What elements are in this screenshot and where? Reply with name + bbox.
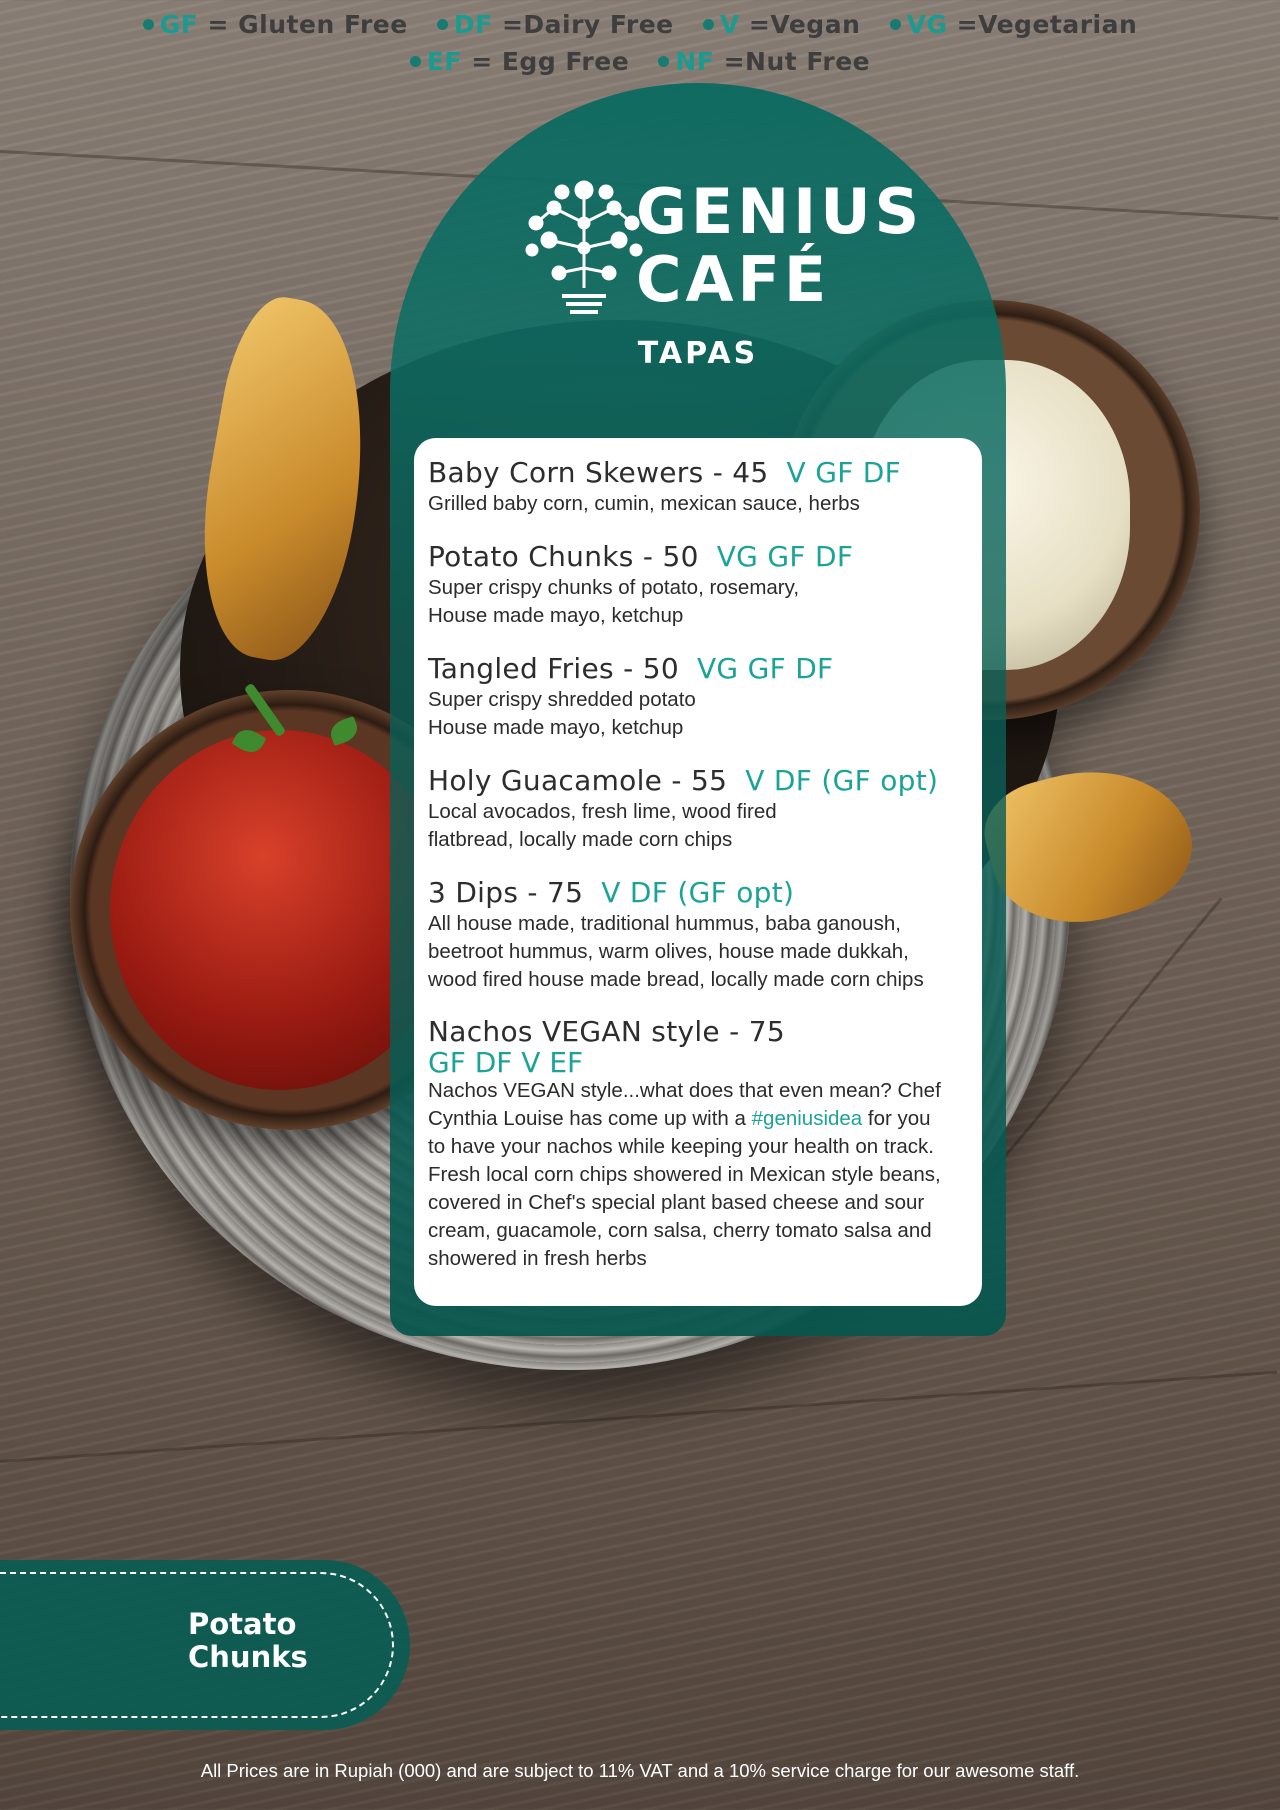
legend-item: EF = Egg Free [410, 47, 629, 76]
item-description: Cynthia Louise has come up with a #geniusidea for you [428, 1107, 931, 1130]
item-description: covered in Chef's special plant based cheese and sour [428, 1191, 925, 1214]
item-name: Potato Chunks - 50 [428, 540, 699, 573]
menu-item [428, 652, 978, 742]
menu-item [428, 876, 978, 994]
bullet-dot-icon [410, 56, 421, 67]
bullet-dot-icon [658, 56, 669, 67]
item-description: Super crispy shredded potato [428, 688, 696, 711]
menu-item [428, 456, 978, 518]
bullet-dot-icon [703, 19, 714, 30]
item-description: flatbread, locally made corn chips [428, 828, 733, 851]
item-tags: GF DF V EF [428, 1046, 584, 1079]
item-tags: V DF (GF opt) [601, 876, 795, 909]
item-description: Fresh local corn chips showered in Mexican style beans, [428, 1163, 941, 1186]
item-description: Grilled baby corn, cumin, mexican sauce, herbs [428, 492, 860, 515]
item-description: beetroot hummus, warm olives, house made dukkah, [428, 940, 909, 963]
price-note: All Prices are in Rupiah (000) and are subject to 11% VAT and a 10% service charge for our awesome staff. [200, 1760, 1080, 1781]
item-name: Tangled Fries - 50 [428, 652, 679, 685]
brand-name: GENIUS CAFÉ [636, 175, 924, 316]
dietary-legend-row-2 [0, 47, 1280, 76]
item-description: cream, guacamole, corn salsa, cherry tomato salsa and [428, 1219, 932, 1242]
item-name: Holy Guacamole - 55 [428, 764, 728, 797]
item-description: All house made, traditional hummus, baba ganoush, [428, 912, 901, 935]
item-description: Nachos VEGAN style...what does that even mean? Chef [428, 1079, 941, 1102]
menu-item [428, 540, 978, 630]
legend-item: DF =Dairy Free [437, 10, 674, 39]
item-description: showered in fresh herbs [428, 1247, 647, 1270]
legend-item: V =Vegan [703, 10, 861, 39]
item-tags: V DF (GF opt) [745, 764, 939, 797]
item-tags: VG GF DF [716, 540, 854, 573]
item-description: House made mayo, ketchup [428, 604, 684, 627]
bullet-dot-icon [143, 19, 154, 30]
legend-item: VG =Vegetarian [890, 10, 1138, 39]
item-description: House made mayo, ketchup [428, 716, 684, 739]
legend-item: GF = Gluten Free [143, 10, 408, 39]
item-name: Baby Corn Skewers - 45 [428, 456, 769, 489]
lightbulb-logo-icon [524, 178, 644, 323]
hashtag-link: #geniusidea [751, 1107, 863, 1130]
item-tags: V GF DF [786, 456, 902, 489]
item-name: Nachos VEGAN style - 75 [428, 1015, 785, 1048]
item-description: to have your nachos while keeping your health on track. [428, 1135, 934, 1158]
item-name: 3 Dips - 75 [428, 876, 584, 909]
bullet-dot-icon [890, 19, 901, 30]
menu-item [428, 1015, 978, 1273]
dietary-legend-row-1 [0, 10, 1280, 39]
section-title: TAPAS [637, 336, 759, 371]
bullet-dot-icon [437, 19, 448, 30]
item-description: wood fired house made bread, locally made corn chips [428, 968, 924, 991]
item-description: Super crispy chunks of potato, rosemary, [428, 576, 800, 599]
menu-item [428, 764, 978, 854]
photo-label: Potato Chunks [188, 1607, 308, 1674]
item-tags: VG GF DF [696, 652, 834, 685]
legend-item: NF =Nut Free [658, 47, 870, 76]
item-description: Local avocados, fresh lime, wood fired [428, 800, 777, 823]
